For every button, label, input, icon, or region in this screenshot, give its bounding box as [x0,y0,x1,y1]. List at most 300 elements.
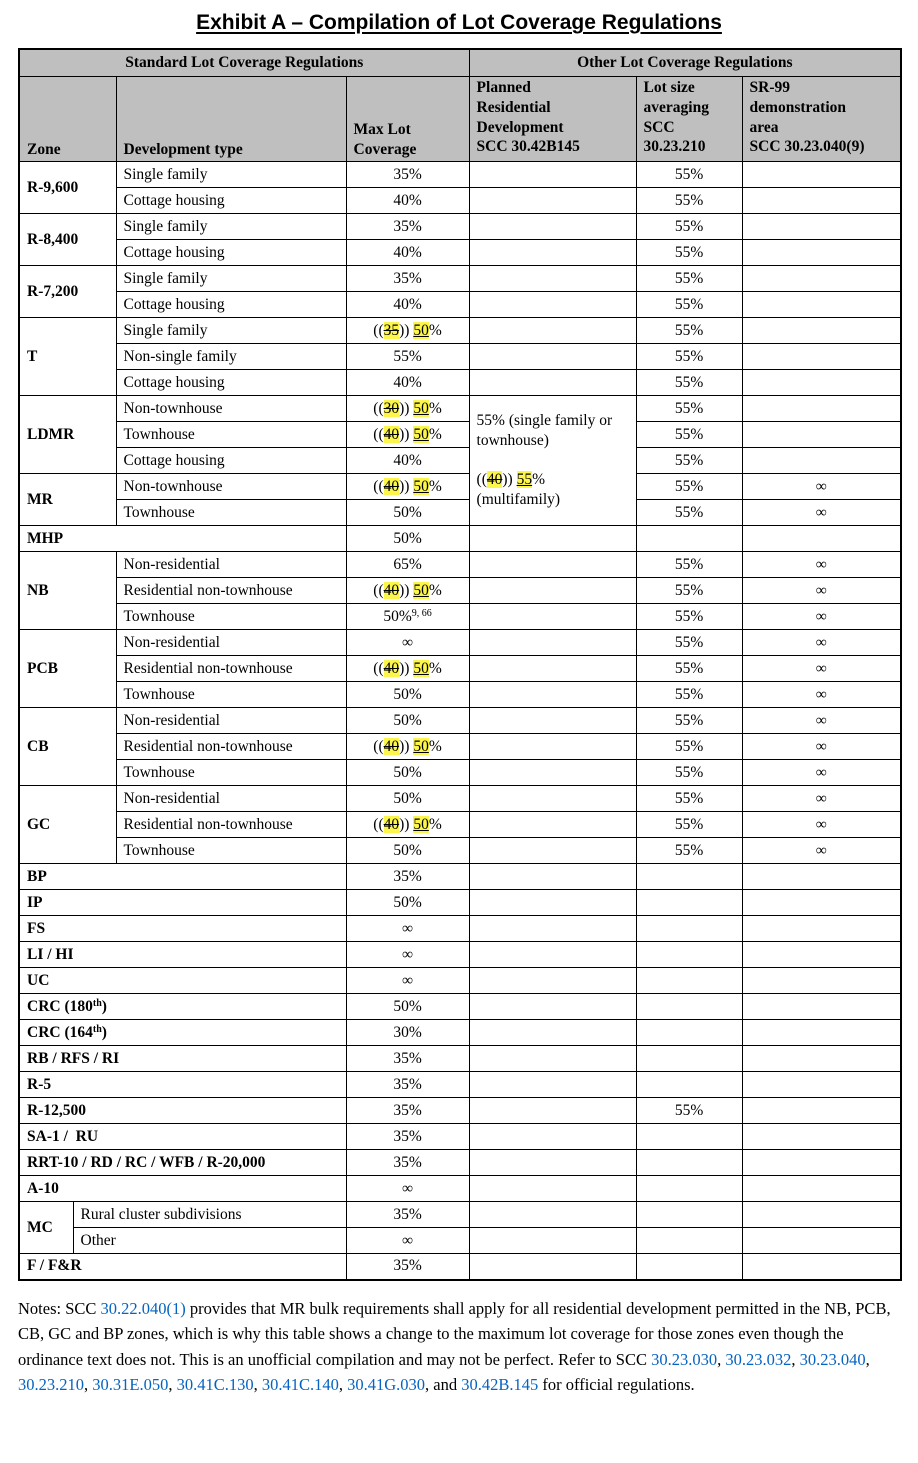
dev-type-cell: Cottage housing [116,292,346,318]
max-lot-cell: 35% [346,864,469,890]
sr99-cell [742,1254,901,1280]
max-lot-cell: 35% [346,1124,469,1150]
sr99-cell [742,214,901,240]
zone-cell: IP [19,890,346,916]
table-row [19,968,901,994]
notes-paragraph: Notes: SCC 30.22.040(1) provides that MR bulk requirements shall apply for all residential development permitted in the NB, PCB, CB, GC and BP zones, which is why this table shows a change to the maximum lot coverage for those zones even though the ordinance text does not. This is an unofficial compilation and may not be perfect. Refer to SCC 30.23.030, 30.23.032, 30.23.040, 30.23.210, 30.31E.050, 30.41C.130, 30.41C.140, 30.41G.030, and 30.42B.145 for official regulations. [18,1298,891,1395]
sr99-cell [742,1150,901,1176]
lot-avg-cell [636,916,742,942]
zone-cell: R-9,600 [19,162,116,214]
sr99-cell [742,370,901,396]
sr99-cell: ∞ [742,630,901,656]
lot-avg-cell: 55% [636,552,742,578]
group-header: Standard Lot Coverage Regulations [19,49,469,77]
zone-cell: BP [19,864,346,890]
prd-cell [469,1020,636,1046]
prd-cell [469,1072,636,1098]
scc-code-link[interactable]: 30.41G.030 [347,1375,426,1395]
prd-cell [469,396,636,526]
dev-type-cell: Residential non-townhouse [116,812,346,838]
deleted-value: 40 [383,815,400,833]
table-row [19,292,901,318]
dev-type-cell: Single family [116,318,346,344]
prd-cell [469,864,636,890]
dev-type-cell: Rural cluster subdivisions [73,1202,346,1228]
dev-type-cell: Non-residential [116,552,346,578]
lot-avg-cell: 55% [636,370,742,396]
superscript-note: th [92,1023,102,1035]
sr99-cell [742,942,901,968]
sr99-cell: ∞ [742,578,901,604]
dev-type-cell: Non-residential [116,708,346,734]
lot-avg-cell: 55% [636,812,742,838]
max-lot-cell: 35% [346,1254,469,1280]
sr99-cell: ∞ [742,760,901,786]
scc-code-link[interactable]: 30.23.030 [651,1349,718,1369]
prd-cell [469,656,636,682]
dev-type-cell: Townhouse [116,838,346,864]
sr99-cell [742,318,901,344]
table-row [19,786,901,812]
dev-type-cell: Non-townhouse [116,396,346,422]
inserted-value: 50 [413,737,429,755]
table-row [19,500,901,526]
zone-cell: MC [19,1202,73,1254]
sr99-cell [742,890,901,916]
sr99-cell: ∞ [742,682,901,708]
sr99-cell [742,1176,901,1202]
table-row [19,734,901,760]
dev-type-cell: Townhouse [116,422,346,448]
prd-cell [469,188,636,214]
dev-type-cell: Townhouse [116,760,346,786]
dev-type-cell: Cottage housing [116,240,346,266]
lot-avg-cell: 55% [636,786,742,812]
scc-code-link[interactable]: 30.31E.050 [92,1375,169,1395]
sr99-cell [742,1020,901,1046]
table-row [19,682,901,708]
table-row [19,1150,901,1176]
prd-cell [469,162,636,188]
dev-type-cell: Residential non-townhouse [116,656,346,682]
lot-avg-cell [636,968,742,994]
max-lot-cell: ((40)) 50% [346,422,469,448]
prd-cell [469,708,636,734]
zone-cell: LDMR [19,396,116,474]
dev-type-cell: Residential non-townhouse [116,734,346,760]
column-header-prd: Planned Residential Development SCC 30.42B145 [469,77,636,162]
column-header-zone: Zone [19,77,116,162]
prd-cell [469,786,636,812]
table-row [19,266,901,292]
prd-cell [469,916,636,942]
document-page [0,11,918,1463]
table-row [19,604,901,630]
table-row [19,864,901,890]
sr99-cell [742,292,901,318]
max-lot-cell: ∞ [346,916,469,942]
table-row [19,838,901,864]
group-header: Other Lot Coverage Regulations [469,49,901,77]
zone-cell: LI / HI [19,942,346,968]
lot-avg-cell: 55% [636,1098,742,1124]
prd-cell [469,1098,636,1124]
lot-avg-cell [636,864,742,890]
prd-cell [469,240,636,266]
max-lot-cell: ((40)) 50% [346,578,469,604]
table-row [19,760,901,786]
max-lot-cell: 50% [346,890,469,916]
sr99-cell [742,344,901,370]
dev-type-cell: Non-single family [116,344,346,370]
max-lot-cell: 40% [346,370,469,396]
prd-cell [469,318,636,344]
max-lot-cell: ((40)) 50% [346,734,469,760]
scc-code-link[interactable]: 30.41C.140 [261,1375,339,1395]
table-row [19,994,901,1020]
lot-avg-cell [636,1176,742,1202]
max-lot-cell: ∞ [346,942,469,968]
group-header-row [19,49,901,77]
column-header-row [19,77,901,162]
prd-cell [469,812,636,838]
dev-type-cell: Single family [116,214,346,240]
table-row [19,578,901,604]
table-row [19,162,901,188]
prd-cell [469,760,636,786]
zone-cell: SA-1 / RU [19,1124,346,1150]
inserted-value: 50 [413,321,429,339]
sr99-cell [742,526,901,552]
max-lot-cell: 50% [346,994,469,1020]
table-row [19,214,901,240]
page-title: Exhibit A – Compilation of Lot Coverage Regulations [196,11,722,34]
lot-avg-cell [636,1228,742,1254]
sr99-cell: ∞ [742,838,901,864]
scc-code-link[interactable]: 30.23.040 [799,1349,866,1369]
lot-avg-cell: 55% [636,630,742,656]
sr99-cell: ∞ [742,604,901,630]
lot-avg-cell [636,890,742,916]
prd-cell [469,734,636,760]
sr99-cell [742,916,901,942]
cell-paragraph: ((40)) 55% (multifamily) [476,471,561,508]
cell-paragraph: 55% (single family or townhouse) [476,412,613,450]
table-row [19,1072,901,1098]
inserted-value: 50 [413,815,429,833]
max-lot-cell: 50% [346,760,469,786]
zone-cell: PCB [19,630,116,708]
table-row [19,1046,901,1072]
max-lot-cell: 35% [346,162,469,188]
table-row [19,552,901,578]
lot-avg-cell: 55% [636,240,742,266]
sr99-cell [742,396,901,422]
column-header-max-lot: Max Lot Coverage [346,77,469,162]
sr99-cell: ∞ [742,734,901,760]
dev-type-cell: Non-residential [116,786,346,812]
table-row [19,188,901,214]
zone-cell: GC [19,786,116,864]
lot-avg-cell [636,1150,742,1176]
table-row [19,422,901,448]
table-row [19,526,901,552]
zone-cell: T [19,318,116,396]
max-lot-cell: 35% [346,266,469,292]
sr99-cell [742,422,901,448]
table-header [19,49,901,162]
lot-avg-cell: 55% [636,682,742,708]
sr99-cell: ∞ [742,786,901,812]
max-lot-cell: ((30)) 50% [346,396,469,422]
table-row [19,448,901,474]
lot-avg-cell: 55% [636,448,742,474]
zone-cell: A-10 [19,1176,346,1202]
max-lot-cell: 50% [346,786,469,812]
zone-cell: R-8,400 [19,214,116,266]
dev-type-cell: Cottage housing [116,448,346,474]
prd-cell [469,1202,636,1228]
prd-cell [469,604,636,630]
sr99-cell [742,1098,901,1124]
prd-cell [469,1046,636,1072]
lot-avg-cell [636,1202,742,1228]
max-lot-cell: 40% [346,292,469,318]
scc-code-link[interactable]: 30.22.040(1) [100,1298,186,1318]
dev-type-cell: Cottage housing [116,188,346,214]
sr99-cell [742,240,901,266]
lot-avg-cell: 55% [636,708,742,734]
prd-cell [469,682,636,708]
prd-cell [469,994,636,1020]
lot-avg-cell: 55% [636,500,742,526]
lot-avg-cell: 55% [636,396,742,422]
prd-cell [469,838,636,864]
lot-avg-cell: 55% [636,214,742,240]
sr99-cell: ∞ [742,552,901,578]
zone-cell: CRC (164th) [19,1020,346,1046]
scc-code-link[interactable]: 30.23.210 [18,1375,84,1395]
table-row [19,916,901,942]
lot-avg-cell: 55% [636,188,742,214]
lot-avg-cell: 55% [636,318,742,344]
zone-cell: UC [19,968,346,994]
superscript-note: 9, 66 [411,607,432,619]
max-lot-cell: 35% [346,1072,469,1098]
sr99-cell [742,162,901,188]
lot-avg-cell [636,1124,742,1150]
lot-avg-cell [636,1020,742,1046]
max-lot-cell: 50% [346,838,469,864]
inserted-value: 50 [413,399,429,417]
sr99-cell [742,266,901,292]
sr99-cell [742,864,901,890]
prd-cell [469,1176,636,1202]
lot-avg-cell: 55% [636,162,742,188]
table-row [19,396,901,422]
deleted-value: 35 [383,321,400,339]
max-lot-cell: 40% [346,240,469,266]
lot-avg-cell: 55% [636,838,742,864]
lot-avg-cell: 55% [636,474,742,500]
max-lot-cell: ((35)) 50% [346,318,469,344]
max-lot-cell: ((40)) 50% [346,812,469,838]
sr99-cell [742,448,901,474]
table-row [19,1098,901,1124]
dev-type-cell: Other [73,1228,346,1254]
prd-cell [469,214,636,240]
prd-cell [469,630,636,656]
table-row [19,318,901,344]
zone-cell: CB [19,708,116,786]
lot-avg-cell: 55% [636,578,742,604]
table-row [19,344,901,370]
prd-cell [469,1228,636,1254]
deleted-value: 40 [383,737,400,755]
dev-type-cell: Single family [116,162,346,188]
inserted-value: 50 [413,477,429,495]
table-row [19,1202,901,1228]
lot-avg-cell [636,526,742,552]
lot-avg-cell: 55% [636,422,742,448]
inserted-value: 50 [413,659,429,677]
column-header-sr99: SR-99 demonstration area SCC 30.23.040(9) [742,77,901,162]
table-row [19,812,901,838]
dev-type-cell: Non-townhouse [116,474,346,500]
max-lot-cell: 35% [346,1046,469,1072]
dev-type-cell: Townhouse [116,604,346,630]
lot-avg-cell [636,942,742,968]
table-row [19,890,901,916]
inserted-value: 50 [413,581,429,599]
sr99-cell: ∞ [742,474,901,500]
zone-cell: NB [19,552,116,630]
prd-cell [469,890,636,916]
sr99-cell: ∞ [742,500,901,526]
max-lot-cell: ∞ [346,1228,469,1254]
lot-avg-cell [636,1254,742,1280]
max-lot-cell: 50% [346,500,469,526]
lot-avg-cell: 55% [636,292,742,318]
scc-code-link[interactable]: 30.23.032 [725,1349,792,1369]
sr99-cell [742,1124,901,1150]
superscript-note: th [92,997,102,1009]
max-lot-cell: 55% [346,344,469,370]
zone-cell: RB / RFS / RI [19,1046,346,1072]
zone-cell: MR [19,474,116,526]
max-lot-cell: 40% [346,448,469,474]
table-row [19,370,901,396]
scc-code-link[interactable]: 30.41C.130 [176,1375,254,1395]
max-lot-cell: ((40)) 50% [346,656,469,682]
lot-avg-cell [636,994,742,1020]
dev-type-cell: Townhouse [116,682,346,708]
lot-avg-cell [636,1072,742,1098]
max-lot-cell: ∞ [346,630,469,656]
zone-cell: RRT-10 / RD / RC / WFB / R-20,000 [19,1150,346,1176]
zone-cell: FS [19,916,346,942]
zone-cell: CRC (180th) [19,994,346,1020]
max-lot-cell: 65% [346,552,469,578]
table-row [19,1228,901,1254]
table-row [19,240,901,266]
max-lot-cell: ∞ [346,968,469,994]
max-lot-cell: 30% [346,1020,469,1046]
zone-cell: F / F&R [19,1254,346,1280]
column-header-lot-avg: Lot size averaging SCC 30.23.210 [636,77,742,162]
max-lot-cell: 35% [346,1150,469,1176]
prd-cell [469,942,636,968]
table-row [19,942,901,968]
prd-cell [469,266,636,292]
table-row [19,1176,901,1202]
prd-cell [469,292,636,318]
deleted-value: 40 [383,477,400,495]
sr99-cell [742,1228,901,1254]
sr99-cell [742,188,901,214]
column-header-dev-type: Development type [116,77,346,162]
sr99-cell [742,1202,901,1228]
deleted-value: 40 [383,425,400,443]
max-lot-cell: 35% [346,214,469,240]
deleted-value: 40 [383,581,400,599]
deleted-value: 30 [383,399,400,417]
table-row [19,474,901,500]
lot-avg-cell: 55% [636,656,742,682]
zone-cell: MHP [19,526,346,552]
sr99-cell [742,1072,901,1098]
zone-cell: R-7,200 [19,266,116,318]
dev-type-cell: Townhouse [116,500,346,526]
max-lot-cell: 35% [346,1202,469,1228]
dev-type-cell: Single family [116,266,346,292]
prd-cell [469,552,636,578]
zone-cell: R-5 [19,1072,346,1098]
zone-cell: R-12,500 [19,1098,346,1124]
table-row [19,1124,901,1150]
table-row [19,1020,901,1046]
prd-cell [469,370,636,396]
sr99-cell: ∞ [742,708,901,734]
prd-cell [469,526,636,552]
max-lot-cell: 50% [346,526,469,552]
table-row [19,630,901,656]
max-lot-cell: 50% [346,708,469,734]
lot-avg-cell: 55% [636,266,742,292]
table-row [19,708,901,734]
table-row [19,656,901,682]
sr99-cell: ∞ [742,812,901,838]
inserted-value: 55 [516,471,533,488]
prd-cell [469,578,636,604]
max-lot-cell: 40% [346,188,469,214]
table-body [19,162,901,1280]
max-lot-cell: ∞ [346,1176,469,1202]
lot-avg-cell: 55% [636,344,742,370]
lot-avg-cell [636,1046,742,1072]
table-row [19,1254,901,1280]
sr99-cell [742,1046,901,1072]
prd-cell [469,344,636,370]
lot-avg-cell: 55% [636,760,742,786]
dev-type-cell: Residential non-townhouse [116,578,346,604]
sr99-cell [742,968,901,994]
prd-cell [469,968,636,994]
scc-code-link[interactable]: 30.42B.145 [461,1375,539,1395]
max-lot-cell: 50%$^{9, 66}$ [346,604,469,630]
sr99-cell: ∞ [742,656,901,682]
prd-cell [469,1254,636,1280]
